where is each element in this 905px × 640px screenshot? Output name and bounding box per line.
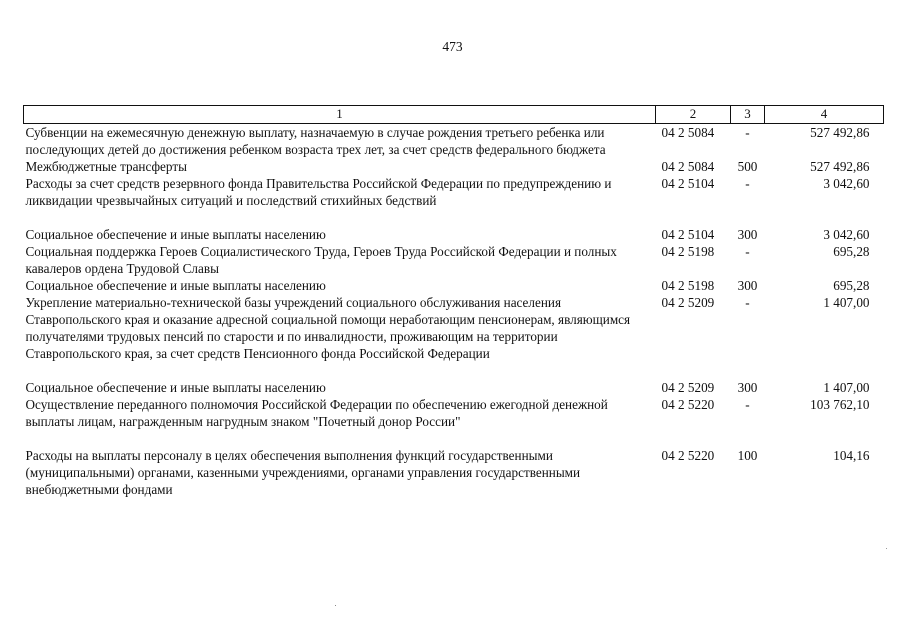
row-type: 300 — [737, 227, 758, 242]
row-type: 500 — [737, 159, 758, 174]
row-code: 04 2 5104 — [661, 227, 715, 242]
row-name: Расходы за счет средств резервного фонда Правительства Российской Федерации по предупреждению и ликвидации чрезвычайных ситуаций и последствий стихийных бедствий — [25, 176, 612, 208]
row-name: Укрепление материально-технической базы учреждений социального обслуживания населения Ставропольского края и оказание адресной социальной помощи неработающим пенсионерам, являющимся получателями трудовых пенсий по старости и по инвалидности, проживающим на территории Ставропольского края, за счет средств Пенсионного фонда Российской Федерации — [25, 295, 631, 361]
row-name: Расходы на выплаты персоналу в целях обеспечения выполнения функций государственными (муниципальными) органами, казенными учреждениями, органами управления государственными внебюджетными фондами — [25, 448, 581, 497]
row-sum: 695,28 — [833, 244, 870, 259]
row-type: 100 — [737, 448, 758, 463]
row-name: Социальное обеспечение и иные выплаты населению — [25, 278, 326, 293]
row-code: 04 2 5104 — [661, 176, 715, 191]
row-sum: 527 492,86 — [810, 125, 870, 140]
row-type: - — [745, 244, 750, 259]
row-code: 04 2 5220 — [661, 397, 715, 412]
row-code: 04 2 5084 — [661, 159, 715, 174]
row-code: 04 2 5209 — [661, 295, 715, 310]
header-col-1: 1 — [24, 106, 656, 124]
table-row — [24, 158, 884, 175]
table-header-row — [24, 106, 884, 124]
page-number: 473 — [442, 39, 463, 54]
row-code: 04 2 5198 — [661, 278, 715, 293]
row-name: Социальное обеспечение и иные выплаты населению — [25, 380, 326, 395]
row-name: Межбюджетные трансферты — [25, 159, 187, 174]
table-row — [24, 277, 884, 294]
header-col-3: 3 — [731, 106, 765, 124]
row-type: 300 — [737, 278, 758, 293]
row-sum: 1 407,00 — [823, 295, 870, 310]
header-col-4: 4 — [765, 106, 884, 124]
row-name: Осуществление переданного полномочия Российской Федерации по обеспечению ежегодной денежной выплаты лицам, награжденным нагрудным знаком "Почетный донор России" — [25, 397, 608, 429]
row-type: - — [745, 397, 750, 412]
table-row — [24, 243, 884, 277]
table-row — [24, 379, 884, 396]
row-sum: 103 762,10 — [810, 397, 870, 412]
table-row — [24, 447, 884, 498]
row-sum: 527 492,86 — [810, 159, 870, 174]
row-sum: 3 042,60 — [823, 176, 870, 191]
row-name: Социальное обеспечение и иные выплаты населению — [25, 227, 326, 242]
row-type: 300 — [737, 380, 758, 395]
table-row — [24, 175, 884, 226]
table-row — [24, 294, 884, 379]
row-sum: 695,28 — [833, 278, 870, 293]
row-code: 04 2 5198 — [661, 244, 715, 259]
row-code: 04 2 5209 — [661, 380, 715, 395]
row-code: 04 2 5084 — [661, 125, 715, 140]
header-col-2: 2 — [656, 106, 731, 124]
row-name: Социальная поддержка Героев Социалистического Труда, Героев Труда Российской Федерации и полных кавалеров ордена Трудовой Славы — [25, 244, 617, 276]
table-row — [24, 226, 884, 243]
row-name: Субвенции на ежемесячную денежную выплату, назначаемую в случае рождения третьего ребенка или последующих детей до достижения ребенком возраста трех лет, за счет средств федерального бюджета — [25, 125, 606, 157]
table-row — [24, 124, 884, 159]
budget-table — [23, 105, 884, 498]
row-sum: 1 407,00 — [823, 380, 870, 395]
row-sum: 104,16 — [833, 448, 870, 463]
row-sum: 3 042,60 — [823, 227, 870, 242]
row-type: - — [745, 176, 750, 191]
row-code: 04 2 5220 — [661, 448, 715, 463]
table-row — [24, 396, 884, 447]
row-type: - — [745, 295, 750, 310]
row-type: - — [745, 125, 750, 140]
